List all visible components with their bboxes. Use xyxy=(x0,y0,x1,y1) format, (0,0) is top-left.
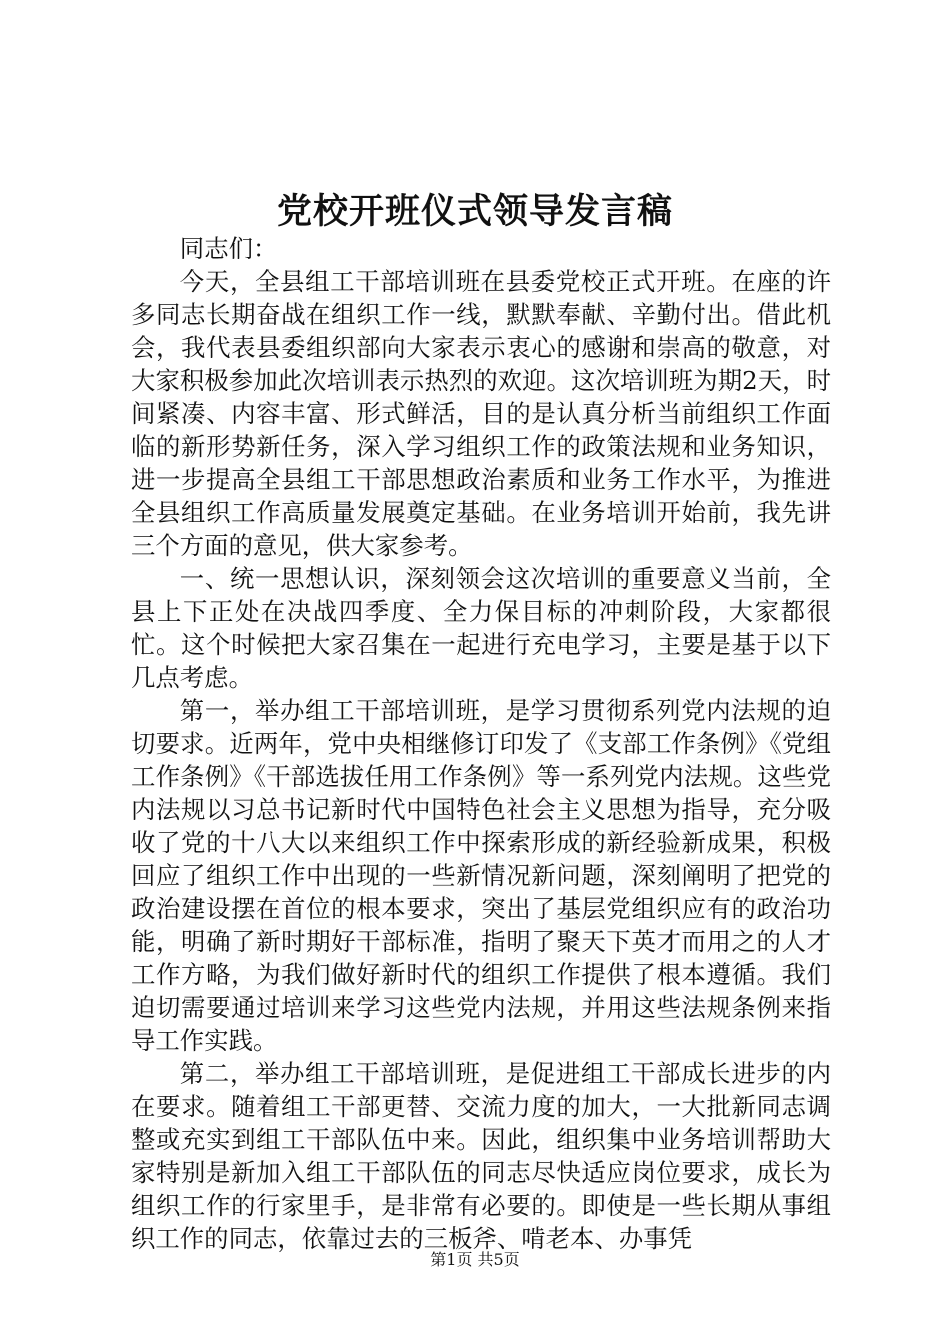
salutation: 同志们： xyxy=(179,234,278,263)
paragraph-section-one: 一、统一思想认识，深刻领会这次培训的重要意义当前，全县上下正处在决战四季度、全力保目标的冲刺阶段，大家都很忙。这个时候把大家召集在一起进行充电学习，主要是基于以下几点考虑。 xyxy=(131,564,831,692)
page-number-footer: 第1页 共5页 xyxy=(430,1250,520,1269)
paragraph-point-two: 第二，举办组工干部培训班，是促进组工干部成长进步的内在要求。随着组工干部更替、交流力度的加大，一大批新同志调整或充实到组工干部队伍中来。因此，组织集中业务培训帮助大家特别是新加入组工干部队伍的同志尽快适应岗位要求，成长为组织工作的行家里手，是非常有必要的。即使是一些长期从事组织工作的同志，依靠过去的三板斧、啃老本、办事凭 xyxy=(131,1059,831,1253)
document-body xyxy=(131,232,831,1255)
document-title: 党校开班仪式领导发言稿 xyxy=(276,191,673,232)
paragraph-point-one: 第一，举办组工干部培训班，是学习贯彻系列党内法规的迫切要求。近两年，党中央相继修订印发了《支部工作条例》《党组工作条例》《干部选拔任用工作条例》等一系列党内法规。这些党内法规以习总书记新时代中国特色社会主义思想为指导，充分吸收了党的十八大以来组织工作中探索形成的新经验新成果，积极回应了组织工作中出现的一些新情况新问题，深刻阐明了把党的政治建设摆在首位的根本要求，突出了基层党组织应有的政治功能，明确了新时期好干部标准，指明了聚天下英才而用之的人才工作方略，为我们做好新时代的组织工作提供了根本遵循。我们迫切需要通过培训来学习这些党内法规，并用这些法规条例来指导工作实践。 xyxy=(131,696,831,1055)
paragraph-intro: 今天，全县组工干部培训班在县委党校正式开班。在座的许多同志长期奋战在组织工作一线，默默奉献、辛勤付出。借此机会，我代表县委组织部向大家表示衷心的感谢和崇高的敬意，对大家积极参加此次培训表示热烈的欢迎。这次培训班为期2天，时间紧凑、内容丰富、形式鲜活，目的是认真分析当前组织工作面临的新形势新任务，深入学习组织工作的政策法规和业务知识，进一步提高全县组工干部思想政治素质和业务工作水平，为推进全县组织工作高质量发展奠定基础。在业务培训开始前，我先讲三个方面的意见，供大家参考。 xyxy=(131,267,831,560)
